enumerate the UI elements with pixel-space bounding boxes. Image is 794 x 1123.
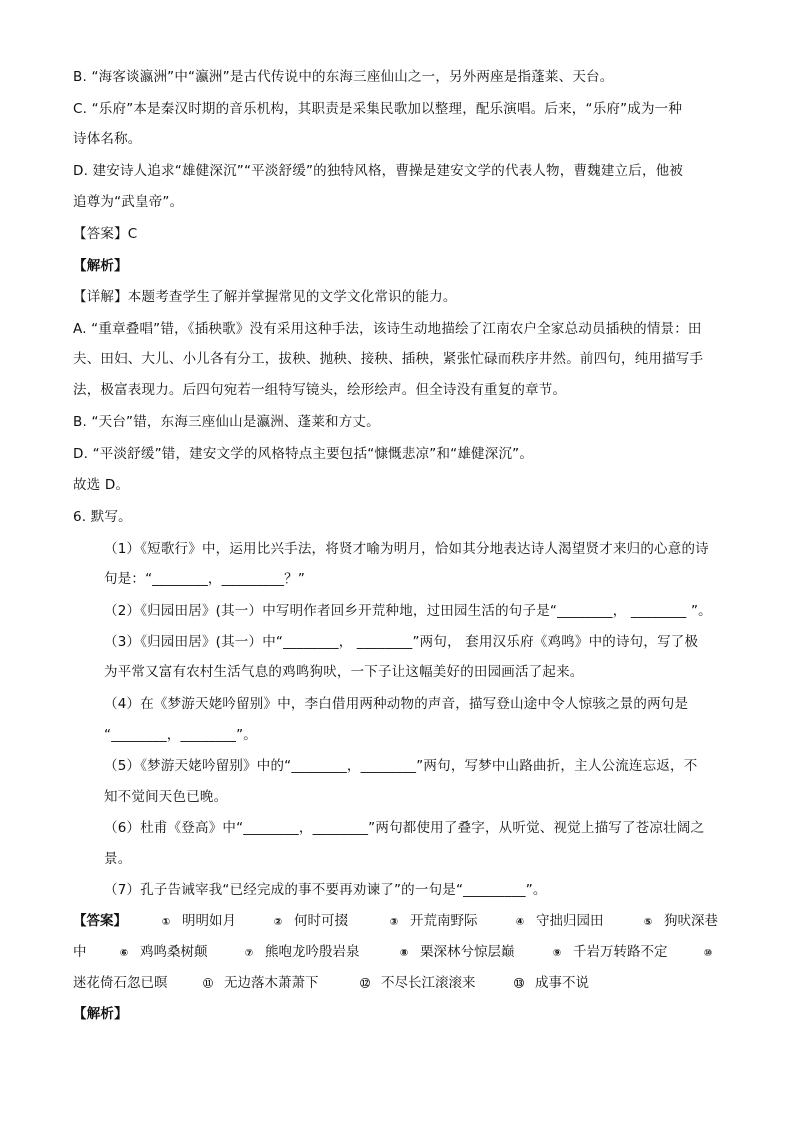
circled-number: ⑩ xyxy=(703,948,713,959)
q6-item-7-line: （7）孔子告诫宰我“已经完成的事不要再劝谏了”的一句是“_________”。 xyxy=(104,882,547,898)
q6-item-1-line-1: （1）《短歌行》中，运用比兴手法，将贤才喻为明月，恰如其分地表达诗人渴望贤才来归的心意的诗 xyxy=(104,541,709,557)
answer-item-2 xyxy=(270,912,348,931)
explain-a-line-3: 法，极富表现力。后四句宛若一组特写镜头，绘形绘声。但全诗没有重复的章节。 xyxy=(73,382,567,398)
answer-text: 狗吠深巷 xyxy=(664,913,718,929)
answer-item-11 xyxy=(200,974,319,993)
answer-item-13 xyxy=(511,974,589,993)
answer-text: 熊咆龙吟殷岩泉 xyxy=(265,944,360,960)
answer-label: 【答案】 xyxy=(73,913,127,929)
circled-number: ④ xyxy=(515,917,525,928)
answer-item-5-continued: 中 xyxy=(73,944,87,960)
q6-item-6-line-2: 景。 xyxy=(104,851,132,867)
q6-item-4-line-1: （4）在《梦游天姥吟留别》中，李白借用两种动物的声音，描写登山途中令人惊骇之景的两句是 xyxy=(104,696,689,712)
q6-item-1-line-2: 句是：“________，_________？” xyxy=(104,571,306,587)
answer-item-7 xyxy=(241,943,360,962)
circled-number: ⑦ xyxy=(244,948,254,959)
q6-item-6-line-1: （6）杜甫《登高》中“________，________”两句都使用了叠字，从听觉、视觉上描写了苍凉壮阔之 xyxy=(104,820,705,836)
answer-item-10 xyxy=(700,943,724,962)
explain-b-line: B. “天台”错，东海三座仙山是瀛洲、蓬莱和方丈。 xyxy=(73,414,380,430)
circled-number: ② xyxy=(273,917,283,928)
answer-text: 不尽长江滚滚来 xyxy=(381,975,476,991)
answer-item-8 xyxy=(396,943,515,962)
explain-a-line-1: A. “重章叠唱”错，《插秧歌》没有采用这种手法，该诗生动地描绘了江南农户全家总动员插秧的情景：田 xyxy=(73,321,702,337)
detail-line: 【详解】本题考查学生了解并掌握常见的文学文化常识的能力。 xyxy=(73,289,457,305)
answer-item-4 xyxy=(512,912,604,931)
option-d-line-2: 追尊为“武皇帝”。 xyxy=(73,194,184,210)
explain-d-line: D. “平淡舒缓”错，建安文学的风格特点主要包括“慷慨悲凉”和“雄健深沉”。 xyxy=(73,446,534,462)
option-c-line-2: 诗体名称。 xyxy=(73,131,142,147)
circled-number: ⑥ xyxy=(119,948,129,959)
answer-item-1 xyxy=(158,912,236,931)
conclusion-line: 故选 D。 xyxy=(73,477,130,493)
answer-text: 千岩万转路不定 xyxy=(573,944,668,960)
circled-number: ⑪ xyxy=(203,979,213,990)
circled-number: ① xyxy=(161,917,171,928)
option-b-line: B. “海客谈瀛洲”中“瀛洲”是古代传说中的东海三座仙山之一，另外两座是指蓬莱、天台。 xyxy=(73,69,614,85)
answer-item-6 xyxy=(116,943,208,962)
answer-text: 明明如月 xyxy=(182,913,236,929)
answer-item-10-continued: 迷花倚石忽已暝 xyxy=(73,975,168,991)
circled-number: ⑧ xyxy=(399,948,409,959)
answer-item-9 xyxy=(549,943,668,962)
option-d-line-1: D. 建安诗人追求“雄健深沉”“平淡舒缓”的独特风格，曹操是建安文学的代表人物，曹魏建立后，他被 xyxy=(73,163,684,179)
answer-text: 无边落木萧萧下 xyxy=(224,975,319,991)
analysis-heading: 【解析】 xyxy=(73,258,128,274)
q6-item-3-line-1: （3）《归园田居》(其一）中“________， ________”两句， 套用汉乐府《鸡鸣》中的诗句，写了极 xyxy=(104,634,699,650)
answer-text: 成事不说 xyxy=(535,975,589,991)
explain-a-line-2: 夫、田妇、大儿、小儿各有分工，拔秧、抛秧、接秧、插秧，紧张忙碌而秩序井然。前四句，纯用描写手 xyxy=(73,351,704,367)
circled-number: ⑫ xyxy=(360,979,370,990)
q6-item-5-line-1: （5）《梦游天姥吟留别》中的“________，________”两句，写梦中山路曲折，主人公流连忘返，不 xyxy=(104,758,698,774)
circled-number: ⑨ xyxy=(552,948,562,959)
answer-text: 何时可掇 xyxy=(294,913,348,929)
q6-item-2-line: （2）《归园田居》(其一）中写明作者回乡开荒种地，过田园生活的句子是“________， ________ ”。 xyxy=(104,603,712,619)
answer-text: 鸡鸣桑树颠 xyxy=(140,944,208,960)
q6-item-5-line-2: 知不觉间天色已晚。 xyxy=(104,789,228,805)
answer-text: 守拙归园田 xyxy=(536,913,604,929)
analysis-heading-2: 【解析】 xyxy=(73,1006,128,1022)
answer-item-12 xyxy=(357,974,476,993)
circled-number: ⑤ xyxy=(643,917,653,928)
answer-item-5 xyxy=(640,912,718,931)
circled-number: ③ xyxy=(389,917,399,928)
option-c-line-1: C. “乐府”本是秦汉时期的音乐机构，其职责是采集民歌加以整理，配乐演唱。后来，“乐府”成为一种 xyxy=(73,101,683,117)
answer-text: 开荒南野际 xyxy=(410,913,478,929)
question-6-title: 6. 默写。 xyxy=(73,509,132,525)
q6-item-3-line-2: 为平常又富有农村生活气息的鸡鸣狗吠，一下子让这幅美好的田园画活了起来。 xyxy=(104,664,584,680)
answer-line: 【答案】C xyxy=(73,226,138,242)
answer-text: 栗深林兮惊层巅 xyxy=(420,944,515,960)
answer-item-3 xyxy=(386,912,478,931)
circled-number: ⑬ xyxy=(514,979,524,990)
q6-item-4-line-2: “________，________”。 xyxy=(104,727,257,743)
